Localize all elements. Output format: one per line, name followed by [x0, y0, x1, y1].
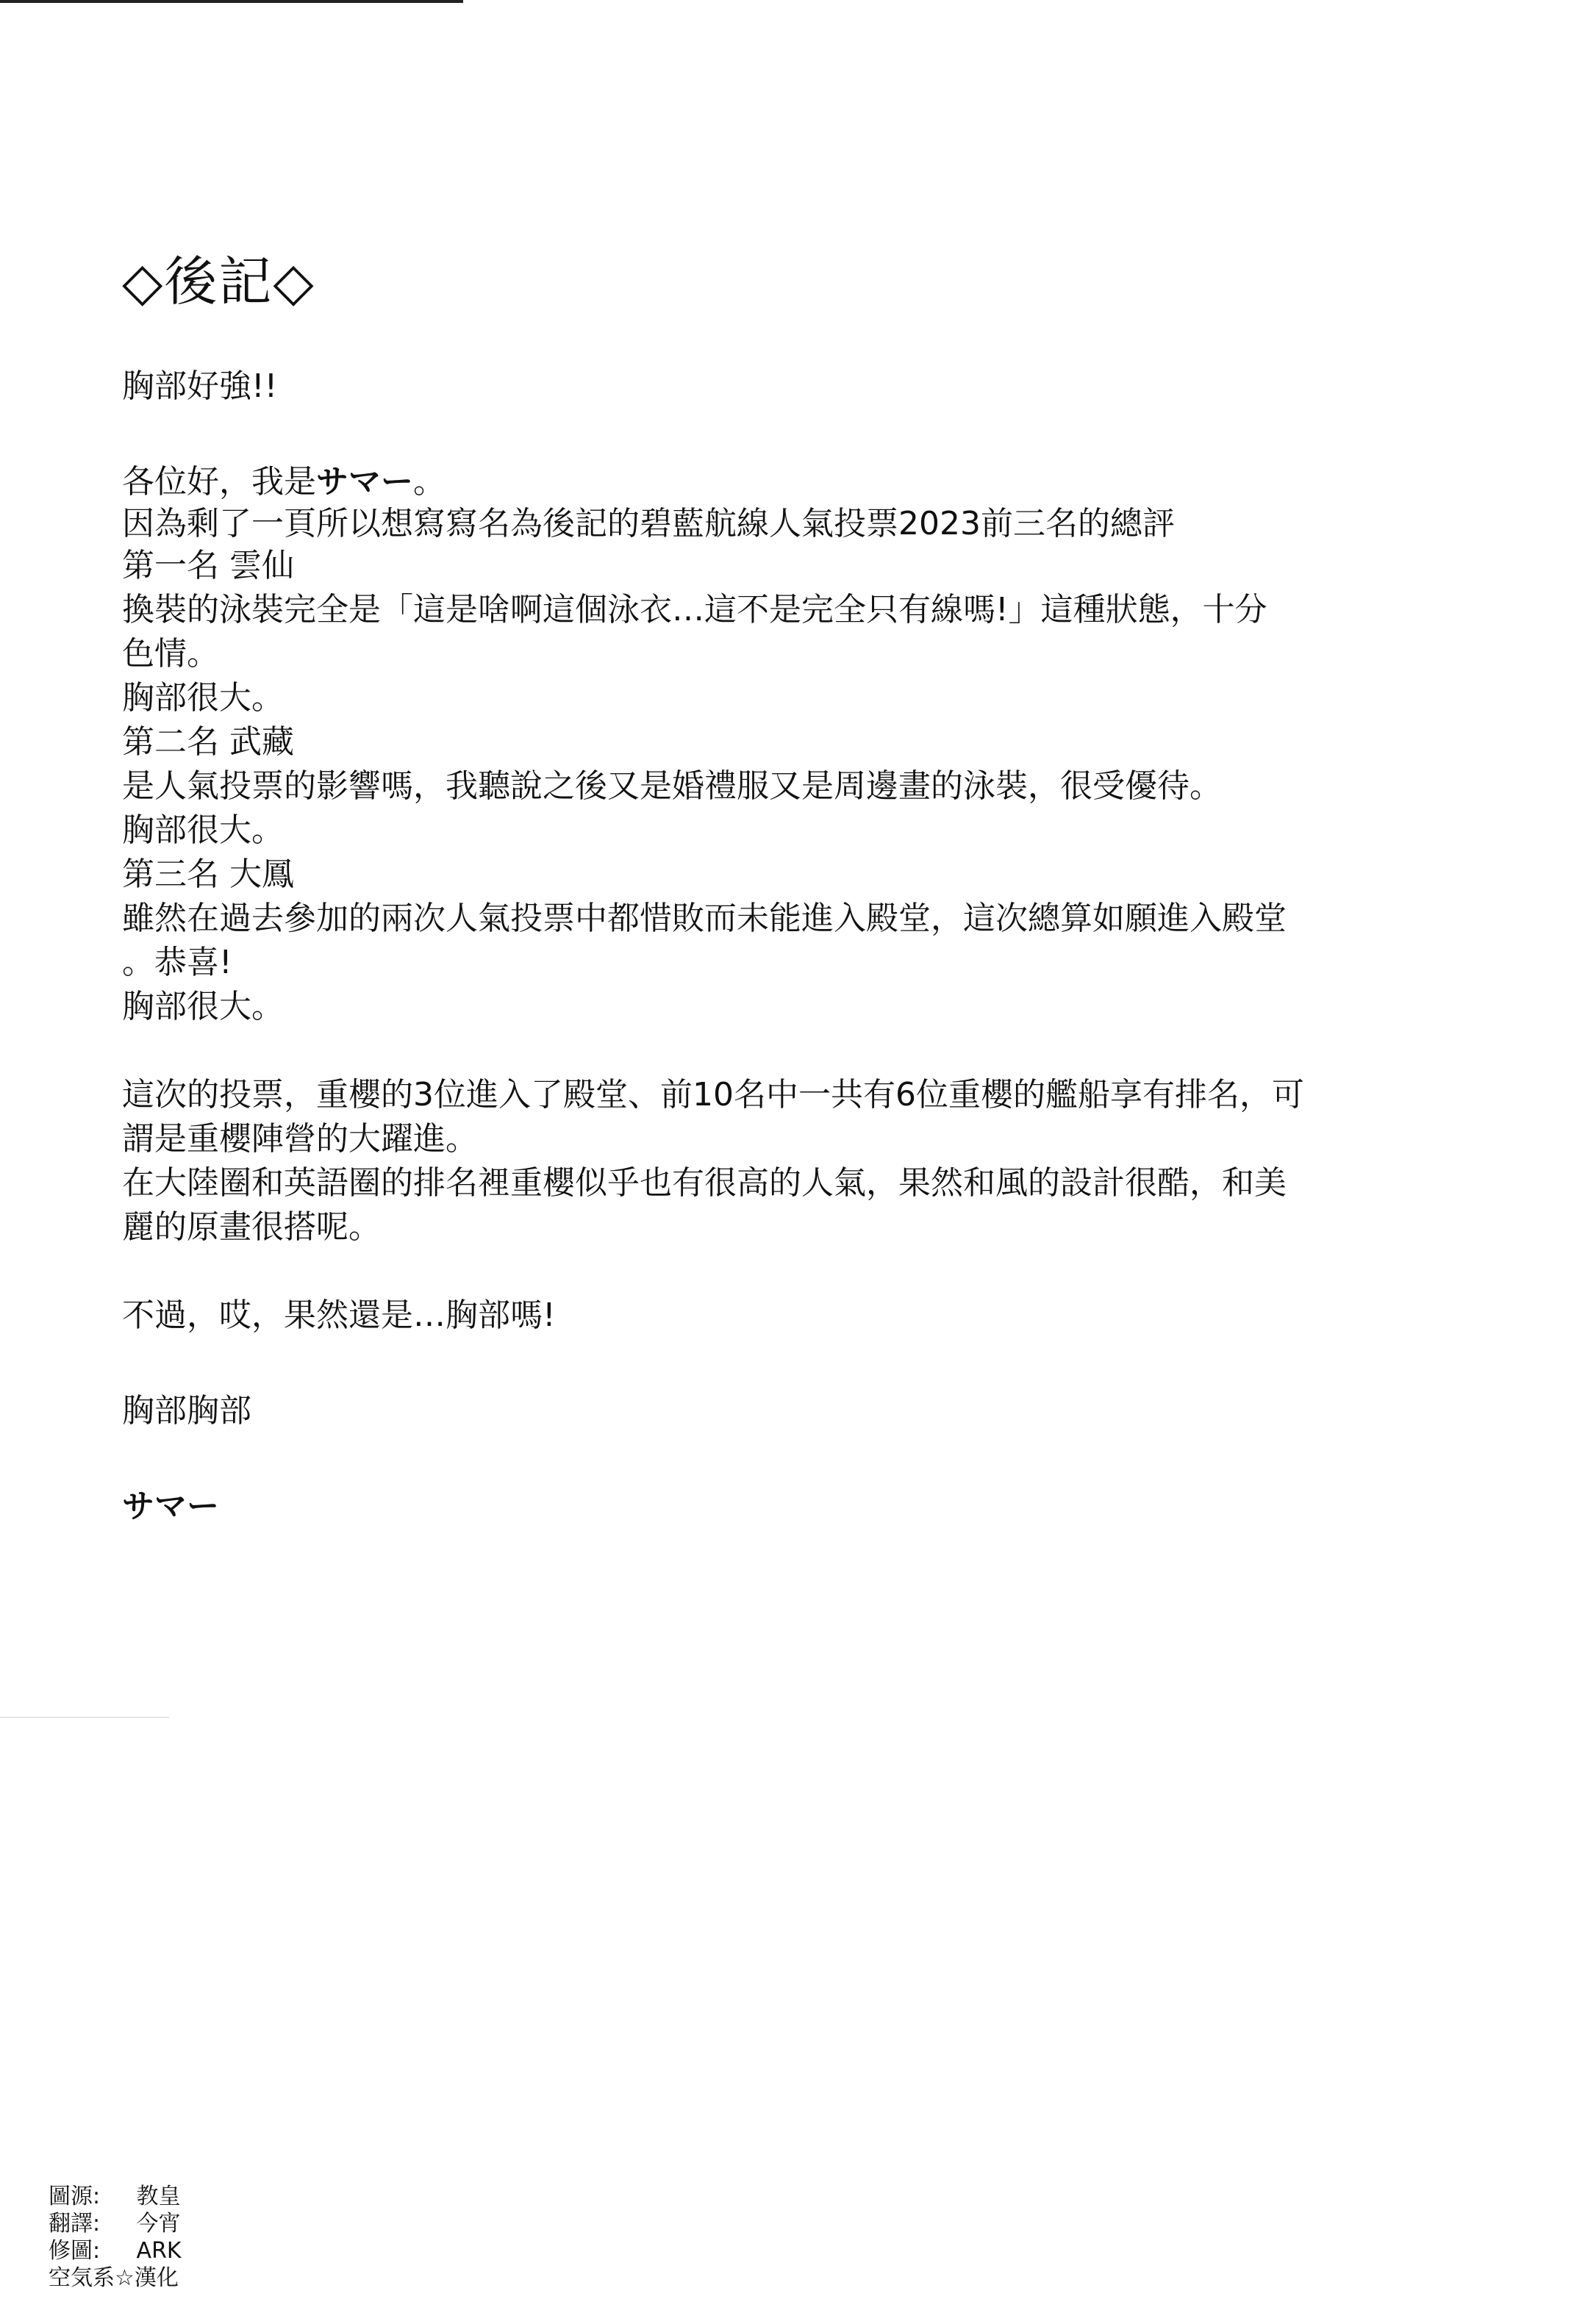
vote-summary-line-4: 麗的原畫很搭呢。 [122, 1208, 381, 1246]
vote-summary-line-2: 謂是重櫻陣營的大躍進。 [122, 1120, 478, 1158]
credit-value: 教皇 [136, 2184, 181, 2209]
credit-translation [49, 2210, 182, 2237]
credits-block [49, 2183, 182, 2292]
author-name-inline: サマー [316, 463, 413, 501]
rank-3-line-2: 。恭喜! [122, 944, 232, 981]
credit-value: 今宵 [136, 2211, 181, 2237]
scan-line [0, 1717, 169, 1718]
rank-1-line-3: 胸部很大。 [122, 679, 284, 717]
greeting-text: 各位好，我是 [122, 463, 316, 501]
greeting-period: 。 [413, 463, 446, 501]
credit-label: 翻譯: [49, 2211, 101, 2237]
rank-3-line-1: 雖然在過去參加的兩次人氣投票中都惜敗而未能進入殿堂，這次總算如願進入殿堂 [122, 900, 1287, 937]
credit-editing [49, 2237, 182, 2264]
chest-line: 胸部胸部 [122, 1392, 251, 1430]
vote-summary-line-3: 在大陸圈和英語圈的排名裡重櫻似乎也有很高的人氣，果然和風的設計很酷，和美 [122, 1164, 1287, 1202]
closing-line: 不過，哎，果然還是…胸部嗎! [122, 1297, 556, 1334]
rank-2-line-1: 是人氣投票的影響嗎，我聽說之後又是婚禮服又是周邊畫的泳裝，很受優待。 [122, 767, 1222, 805]
credit-group-name: 空気系☆漢化 [49, 2265, 179, 2291]
intro-line: 因為剩了一頁所以想寫寫名為後記的碧藍航線人氣投票2023前三名的總評 [122, 505, 1175, 542]
exclamation-line: 胸部好強!! [122, 367, 278, 405]
rank-1-heading: 第一名 雲仙 [122, 547, 294, 584]
page-title: ◇後記◇ [122, 251, 315, 312]
rank-2-heading: 第二名 武藏 [122, 723, 294, 761]
credit-label: 修圖: [49, 2238, 101, 2264]
rank-3-line-3: 胸部很大。 [122, 988, 284, 1025]
rank-1-line-1: 換裝的泳裝完全是「這是啥啊這個泳衣…這不是完全只有線嗎!」這種狀態，十分 [122, 591, 1267, 628]
credit-group [49, 2264, 182, 2292]
credit-label: 圖源: [49, 2184, 101, 2209]
author-signature: サマー [122, 1488, 219, 1525]
greeting-line [122, 460, 446, 504]
credit-value: ARK [136, 2238, 182, 2264]
rank-1-line-2: 色情。 [122, 635, 219, 673]
top-rule [0, 0, 463, 3]
vote-summary-line-1: 這次的投票，重櫻的3位進入了殿堂、前10名中一共有6位重櫻的艦船享有排名，可 [122, 1076, 1304, 1113]
rank-3-heading: 第三名 大鳳 [122, 856, 294, 893]
credit-source [49, 2183, 182, 2210]
rank-2-line-2: 胸部很大。 [122, 811, 284, 849]
